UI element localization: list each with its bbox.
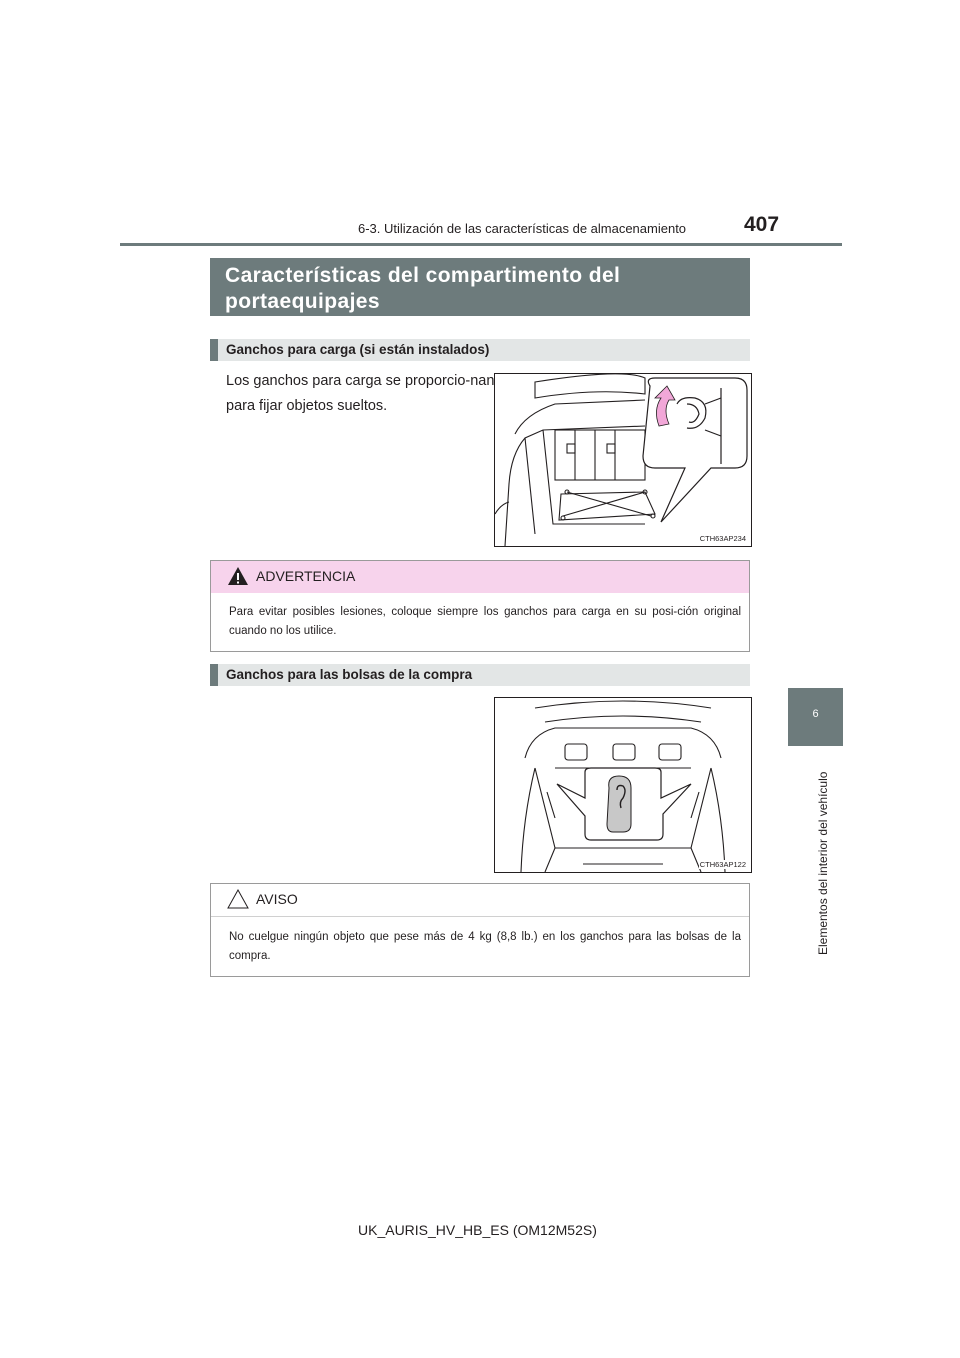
section-header: 6-3. Utilización de las características de almacenamiento	[358, 221, 687, 236]
shopping-bag-hooks-figure	[494, 697, 752, 873]
notice-title: AVISO	[256, 891, 298, 907]
figure-code: CTH63AP234	[699, 534, 746, 543]
subheading-shopping-bag-hooks: Ganchos para las bolsas de la compra	[210, 664, 750, 686]
subheading-cargo-hooks: Ganchos para carga (si están instalados)	[210, 339, 750, 361]
notice-box	[210, 883, 750, 977]
document-code: UK_AURIS_HV_HB_ES (OM12M52S)	[358, 1222, 597, 1238]
warning-text: Para evitar posibles lesiones, coloque siempre los ganchos para carga en su posi-ción original cuando no los utilice.	[229, 606, 741, 637]
figure-code: CTH63AP122	[699, 860, 746, 869]
warning-header	[211, 561, 749, 593]
bag-hook-icon	[607, 776, 631, 832]
page-number: 407	[744, 213, 780, 236]
header-rule	[120, 243, 842, 246]
warning-triangle-icon	[227, 566, 249, 586]
trunk-illustration-cargo	[495, 374, 751, 546]
cargo-hooks-figure	[494, 373, 752, 547]
chapter-tab-number: 6	[812, 708, 819, 720]
notice-header	[211, 884, 749, 917]
cargo-hooks-description: Los ganchos para carga se proporcio-nan para fijar objetos sueltos.	[226, 373, 495, 414]
chapter-caption: Elementos del interior del vehículo	[816, 771, 830, 955]
caution-triangle-icon	[227, 889, 249, 909]
warning-box	[210, 560, 750, 652]
page-title: Características del compartimento del portaequipajes	[210, 258, 750, 316]
notice-text: No cuelgue ningún objeto que pese más de 4 kg (8,8 lb.) en los ganchos para las bolsas de la compra.	[229, 931, 741, 962]
warning-title: ADVERTENCIA	[256, 568, 356, 584]
trunk-illustration-bag-hooks	[495, 698, 751, 872]
